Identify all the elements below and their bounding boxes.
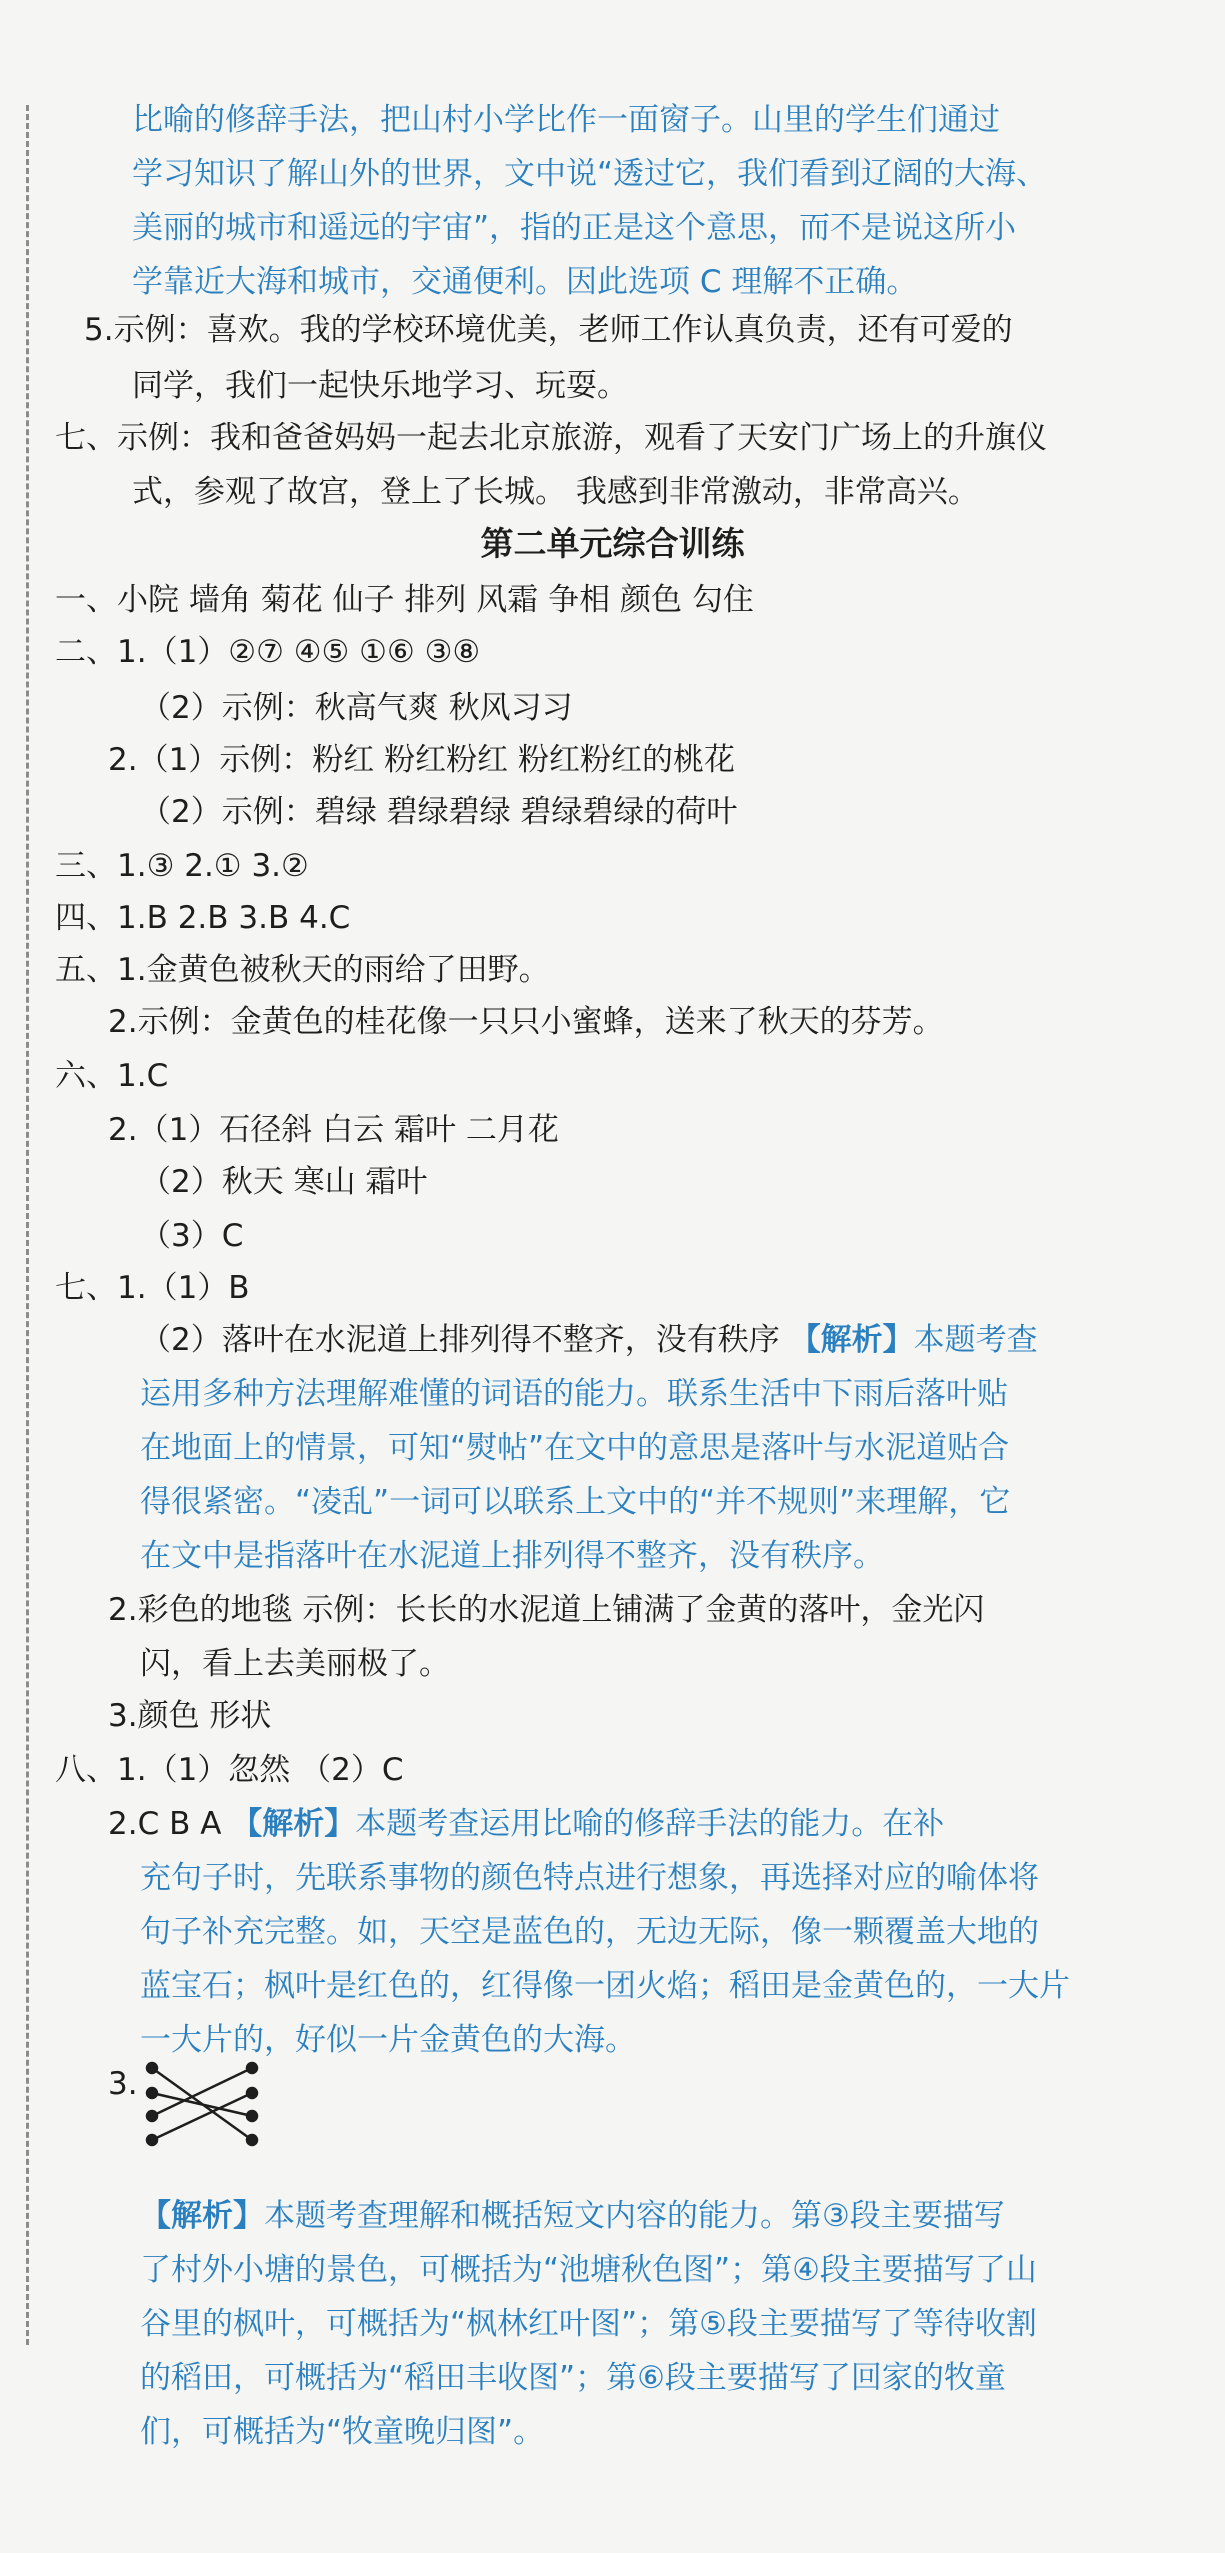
analysis-line: 们，可概括为“牧童晚归图”。 <box>140 2414 545 2450</box>
answer-line: 式，参观了故宫，登上了长城。 我感到非常激动，非常高兴。 <box>132 474 979 510</box>
analysis-line: 的稻田，可概括为“稻田丰收图”；第⑥段主要描写了回家的牧童 <box>140 2360 1006 2396</box>
match-dot <box>147 2063 157 2073</box>
matching-diagram <box>140 2058 270 2178</box>
match-dot <box>147 2135 157 2145</box>
answer-line: 五、1.金黄色被秋天的雨给了田野。 <box>55 952 550 988</box>
analysis-line: 句子补充完整。如，天空是蓝色的，无边无际，像一颗覆盖大地的 <box>140 1914 1039 1950</box>
analysis-line: 学靠近大海和城市，交通便利。因此选项 C 理解不正确。 <box>132 264 918 300</box>
match-dot <box>247 2063 257 2073</box>
answer-line: 同学，我们一起快乐地学习、玩耍。 <box>132 368 628 404</box>
answer-line: 七、示例：我和爸爸妈妈一起去北京旅游，观看了天安门广场上的升旗仪 <box>55 420 1047 456</box>
analysis-line: 在文中是指落叶在水泥道上排列得不整齐，没有秩序。 <box>140 1538 884 1574</box>
answer-line: （2）示例：秋高气爽 秋风习习 <box>140 690 573 726</box>
answer-line: （2）秋天 寒山 霜叶 <box>140 1164 428 1200</box>
analysis-text: 本题考查 <box>913 1322 1038 1358</box>
answer-line: 四、1.B 2.B 3.B 4.C <box>55 900 351 936</box>
analysis-line: 美丽的城市和遥远的宇宙”，指的正是这个意思，而不是说这所小 <box>132 210 1017 246</box>
answer-line: 2.（1）示例：粉红 粉红粉红 粉红粉红的桃花 <box>108 742 736 778</box>
answer-line: 5.示例：喜欢。我的学校环境优美，老师工作认真负责，还有可爱的 <box>84 312 1013 348</box>
analysis-line: 比喻的修辞手法，把山村小学比作一面窗子。山里的学生们通过 <box>132 102 1000 138</box>
answer-line: 2.（1）石径斜 白云 霜叶 二月花 <box>108 1112 559 1148</box>
question-number: 3. <box>108 2066 138 2102</box>
match-dot <box>147 2088 157 2098</box>
analysis-line: 得很紧密。“凌乱”一词可以联系上文中的“并不规则”来理解，它 <box>140 1484 1011 1520</box>
analysis-tag: 【解析】 <box>140 2198 264 2234</box>
analysis-line: 运用多种方法理解难懂的词语的能力。联系生活中下雨后落叶贴 <box>140 1376 1008 1412</box>
answer-text: （2）落叶在水泥道上排列得不整齐，没有秩序 <box>140 1322 790 1358</box>
answer-line: 六、1.C <box>55 1058 169 1094</box>
analysis-text: 本题考查理解和概括短文内容的能力。第③段主要描写 <box>264 2198 1005 2234</box>
analysis-line: 谷里的枫叶，可概括为“枫林红叶图”；第⑤段主要描写了等待收割 <box>140 2306 1037 2342</box>
match-line <box>152 2068 252 2116</box>
answer-line: 八、1.（1）忽然 （2）C <box>55 1752 404 1788</box>
analysis-tag: 【解析】 <box>789 1322 914 1358</box>
section-title: 第二单元综合训练 <box>480 524 745 563</box>
answer-with-analysis <box>108 1804 944 1844</box>
analysis-line: 蓝宝石；枫叶是红色的，红得像一团火焰；稻田是金黄色的，一大片 <box>140 1968 1070 2004</box>
answer-line: 二、1.（1）②⑦ ④⑤ ①⑥ ③⑧ <box>55 634 481 670</box>
analysis-tag: 【解析】 <box>231 1806 356 1842</box>
analysis-paragraph-start <box>140 2196 1005 2236</box>
analysis-line: 一大片的，好似一片金黄色的大海。 <box>140 2022 636 2058</box>
answer-line: 2.彩色的地毯 示例：长长的水泥道上铺满了金黄的落叶，金光闪 <box>108 1592 985 1628</box>
match-line <box>152 2093 252 2140</box>
analysis-text: 本题考查运用比喻的修辞手法的能力。在补 <box>355 1806 945 1842</box>
analysis-line: 在地面上的情景，可知“熨帖”在文中的意思是落叶与水泥道贴合 <box>140 1430 1010 1466</box>
match-dot <box>147 2111 157 2121</box>
cut-line <box>26 105 29 2345</box>
answer-line: 七、1.（1）B <box>55 1270 250 1306</box>
match-dot <box>247 2111 257 2121</box>
analysis-line: 了村外小塘的景色，可概括为“池塘秋色图”；第④段主要描写了山 <box>140 2252 1037 2288</box>
answer-text: 2.C B A <box>108 1806 232 1842</box>
analysis-line: 学习知识了解山外的世界，文中说“透过它，我们看到辽阔的大海、 <box>132 156 1048 192</box>
answer-line: （2）示例：碧绿 碧绿碧绿 碧绿碧绿的荷叶 <box>140 794 738 830</box>
answer-with-analysis <box>140 1320 1038 1360</box>
answer-line: 2.示例：金黄色的桂花像一只只小蜜蜂，送来了秋天的芬芳。 <box>108 1004 944 1040</box>
answer-line: （3）C <box>140 1218 244 1254</box>
answer-line: 闪，看上去美丽极了。 <box>140 1646 450 1682</box>
analysis-line: 充句子时，先联系事物的颜色特点进行想象，再选择对应的喻体将 <box>140 1860 1039 1896</box>
match-dot <box>247 2135 257 2145</box>
match-dot <box>247 2088 257 2098</box>
answer-line: 一、小院 墙角 菊花 仙子 排列 风霜 争相 颜色 勾住 <box>55 582 754 618</box>
answer-line: 三、1.③ 2.① 3.② <box>55 848 309 884</box>
match-line <box>152 2093 252 2116</box>
answer-line: 3.颜色 形状 <box>108 1698 272 1734</box>
